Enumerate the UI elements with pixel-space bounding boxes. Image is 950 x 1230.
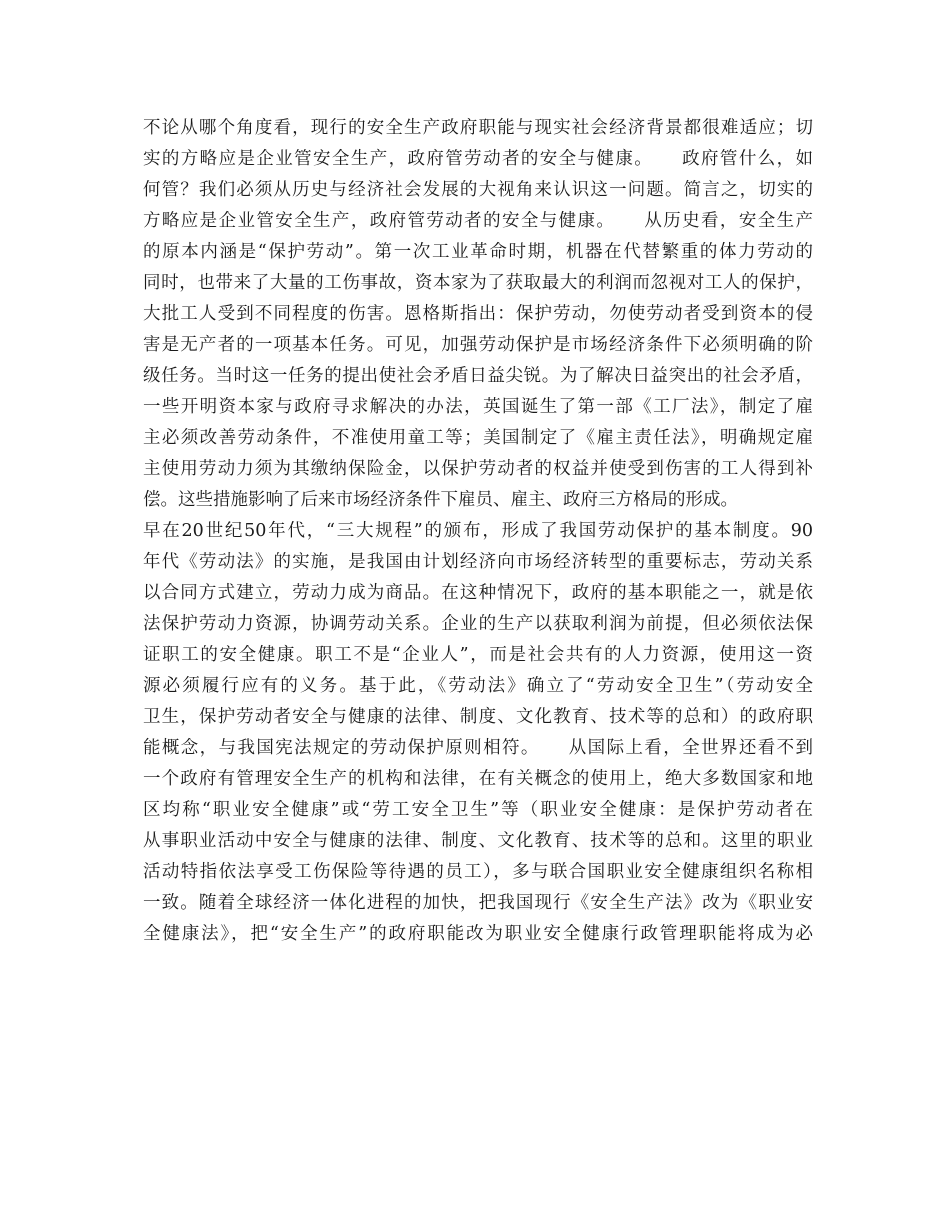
text-line: 同时，也带来了大量的工伤事故，资本家为了获取最大的利润而忽视对工人的保护， — [143, 273, 813, 293]
text-line: 大批工人受到不同程度的伤害。恩格斯指出：保护劳动，勿使劳动者受到资本的侵 — [143, 304, 813, 324]
text-line: 级任务。当时这一任务的提出使社会矛盾日益尖锐。为了解决日益突出的社会矛盾， — [143, 366, 813, 386]
text-line: 卫生，保护劳动者安全与健康的法律、制度、文化教育、技术等的总和）的政府职 — [143, 707, 813, 727]
text-line: 从事职业活动中安全与健康的法律、制度、文化教育、技术等的总和。这里的职业 — [143, 831, 813, 851]
text-line: 全健康法》，把“安全生产”的政府职能改为职业安全健康行政管理职能将成为必 — [143, 924, 813, 944]
text-line: 一些开明资本家与政府寻求解决的办法，英国诞生了第一部《工厂法》，制定了雇 — [143, 397, 813, 417]
text-line: 源必须履行应有的义务。基于此，《劳动法》确立了“劳动安全卫生”（劳动安全 — [143, 676, 813, 696]
text-line: 一致。随着全球经济一体化进程的加快，把我国现行《安全生产法》改为《职业安 — [143, 893, 813, 913]
text-line: 何管？我们必须从历史与经济社会发展的大视角来认识这一问题。简言之，切实的 — [143, 180, 813, 200]
text-line: 能概念，与我国宪法规定的劳动保护原则相符。 从国际上看，全世界还看不到 — [143, 738, 813, 758]
text-line: 实的方略应是企业管安全生产，政府管劳动者的安全与健康。 政府管什么，如 — [143, 149, 813, 169]
text-line: 主必须改善劳动条件，不准使用童工等；美国制定了《雇主责任法》，明确规定雇 — [143, 428, 813, 448]
body-text — [143, 113, 813, 950]
text-line: 区均称“职业安全健康”或“劳工安全卫生”等（职业安全健康：是保护劳动者在 — [143, 800, 813, 820]
text-line: 法保护劳动力资源，协调劳动关系。企业的生产以获取利润为前提，但必须依法保 — [143, 614, 813, 634]
text-line: 活动特指依法享受工伤保险等待遇的员工），多与联合国职业安全健康组织名称相 — [143, 862, 813, 882]
text-line: 一个政府有管理安全生产的机构和法律，在有关概念的使用上，绝大多数国家和地 — [143, 769, 813, 789]
text-line: 早在20世纪50年代，“三大规程”的颁布，形成了我国劳动保护的基本制度。90 — [143, 521, 813, 541]
text-line: 证职工的安全健康。职工不是“企业人”，而是社会共有的人力资源，使用这一资 — [143, 645, 813, 665]
text-line: 偿。这些措施影响了后来市场经济条件下雇员、雇主、政府三方格局的形成。 — [143, 490, 738, 510]
text-line: 不论从哪个角度看，现行的安全生产政府职能与现实社会经济背景都很难适应；切 — [143, 118, 813, 138]
text-line: 以合同方式建立，劳动力成为商品。在这种情况下，政府的基本职能之一，就是依 — [143, 583, 813, 603]
text-line: 主使用劳动力须为其缴纳保险金，以保护劳动者的权益并使受到伤害的工人得到补 — [143, 459, 813, 479]
text-line: 年代《劳动法》的实施，是我国由计划经济向市场经济转型的重要标志，劳动关系 — [143, 552, 813, 572]
text-line: 害是无产者的一项基本任务。可见，加强劳动保护是市场经济条件下必须明确的阶 — [143, 335, 813, 355]
text-line: 的原本内涵是“保护劳动”。第一次工业革命时期，机器在代替繁重的体力劳动的 — [143, 242, 813, 262]
text-line: 方略应是企业管安全生产，政府管劳动者的安全与健康。 从历史看，安全生产 — [143, 211, 813, 231]
